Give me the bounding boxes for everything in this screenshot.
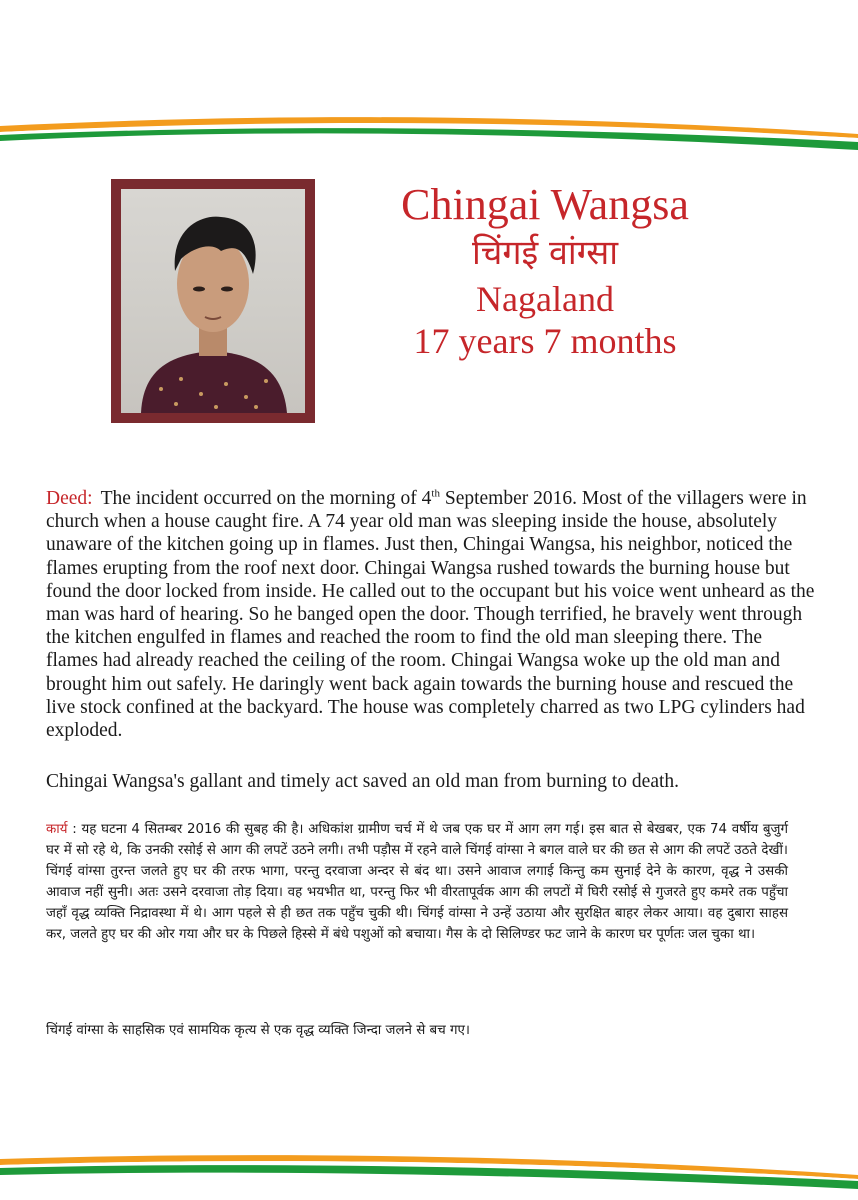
deed-text-part2: September 2016. Most of the villagers were in church when a house caught fire. A 74 year old man was sleeping inside the house, absolutely unaware of the kitchen going up in flames. Just then, Chingai Wangsa, his neighbor, noticed the flames erupting from the roof next door. Chingai Wangsa rushed towards the burning house but found the door locked from inside. He called out to the occupant but his voice went unheard as the man was hard of hearing. So he banged open the door. Though terrified, he bravely went through the kitchen engulfed in flames and reached the room to find the old man sleeping there. The flames had already reached the ceiling of the room. Chingai Wangsa woke up the old man and brought him out safely. He daringly went back again towards the burning house and rescued the live stock confined at the backyard. The house was completely charred as two LPG cylinders had exploded. (46, 488, 815, 742)
hindi-deed-paragraph (46, 820, 788, 945)
hindi-deed-label: कार्य (46, 822, 68, 837)
portrait-figure (121, 189, 305, 413)
hindi-deed-text: : यह घटना 4 सितम्बर 2016 की सुबह की है। अधिकांश ग्रामीण चर्च में थे जब एक घर में आग लग गई। इस बात से बेखबर, एक 74 वर्षीय बुजुर्ग घर में सो रहे थे, कि उनकी रसोई से आग की लपटें उठने लगी। तभी पड़ौस में रहने वाले चिंगई वांग्सा ने बगल वाले घर की छत से आग की लपटें उठते देखीं। चिंगई वांग्सा तुरन्त जलते हुए घर की तरफ भागा, परन्तु दरवाजा अन्दर से बंद था। उसने आवाज लगाई किन्तु कम सुनाई देने के कारण, वृद्ध ने उसकी आवाज नहीं सुनी। अतः उसने दरवाजा तोड़ दिया। वह भयभीत था, परन्तु फिर भी वीरतापूर्वक आग की लपटों में घिरी रसोई से गुजरते हुए कमरे तक पहुँचा जहाँ वृद्ध व्यक्ति निद्रावस्था में थे। आग पहले से ही छत तक पहुँच चुकी थी। चिंगई वांग्सा ने उन्हें उठाया और सुरक्षित बाहर लेकर आया। वह दुबारा साहस कर, जलते हुए घर की ओर गया और घर के पिछले हिस्से में बंधे पशुओं को बचाया। गैस के दो सिलिण्डर फट जाने के कारण घर पूर्णतः जल चुका था। (46, 822, 788, 942)
awardee-name-hindi: चिंगई वांग्सा (471, 233, 619, 273)
awardee-age: 17 years 7 months (413, 321, 677, 361)
awardee-state: Nagaland (476, 279, 614, 319)
portrait-frame (111, 179, 315, 423)
awardee-header (345, 180, 745, 362)
hindi-deed-summary: चिंगई वांग्सा के साहसिक एवं सामयिक कृत्य से एक वृद्ध व्यक्ति जिन्दा जलने से बच गए। (46, 1023, 470, 1038)
deed-paragraph (46, 487, 816, 742)
deed-text-part1: The incident occurred on the morning of 4 (100, 488, 432, 509)
deed-summary: Chingai Wangsa's gallant and timely act saved an old man from burning to death. (46, 771, 680, 792)
tricolor-swoosh-bottom (0, 1145, 858, 1200)
tricolor-swoosh-top (0, 108, 858, 158)
deed-label: Deed: (46, 488, 93, 509)
awardee-name-english: Chingai Wangsa (401, 180, 689, 229)
portrait-photo (121, 189, 305, 413)
deed-date-suffix: th (431, 487, 440, 500)
